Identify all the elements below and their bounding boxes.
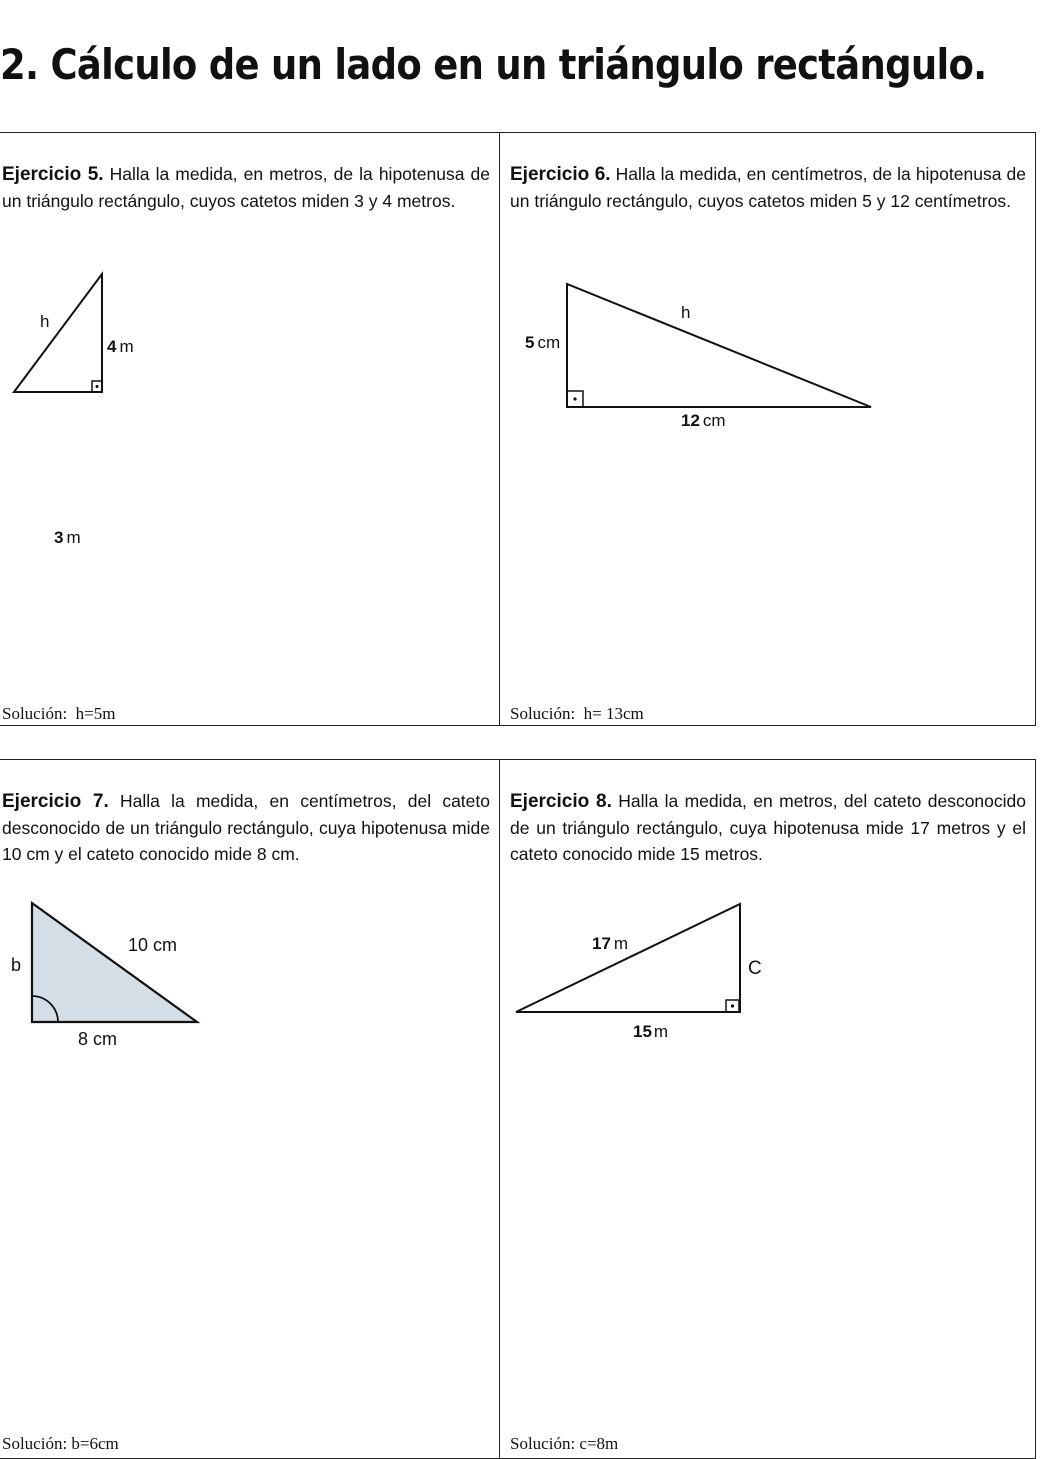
exercise-heading: Ejercicio 7. (2, 791, 109, 812)
exercise-6 (501, 133, 1036, 725)
vertical-leg-label: b (11, 955, 22, 975)
exercise-statement (2, 161, 490, 214)
base-leg-label: 3 m (54, 528, 81, 547)
triangle-figure (0, 263, 160, 547)
exercise-text: Halla la medida, en metros, del cateto desconocido de un triángulo rectángulo, cuya hipotenusa mide 17 metros y el cateto conocido mide 15 metros. (510, 791, 1026, 864)
vertical-leg-label: 4 m (107, 337, 134, 356)
column-divider (499, 760, 500, 1458)
base-leg-label: 8 cm (78, 1029, 118, 1049)
vertical-leg-label: C (748, 958, 762, 979)
exercise-8 (501, 760, 1036, 1458)
exercise-heading: Ejercicio 6. (510, 164, 611, 185)
right-angle-dot (573, 397, 576, 400)
right-triangle (14, 274, 102, 392)
solution-text: Solución: h=5m (2, 704, 116, 723)
column-divider (499, 133, 500, 725)
right-angle-dot (96, 385, 99, 388)
exercise-5 (0, 133, 499, 725)
solution-text: Solución: b=6cm (2, 1434, 119, 1453)
hypotenuse-label: 10 cm (128, 935, 178, 955)
vertical-leg-label: 5 cm (525, 333, 561, 352)
right-triangle (567, 284, 871, 407)
base-leg-label: 12 cm (681, 411, 726, 430)
right-angle-dot (731, 1004, 734, 1007)
solution-text: Solución: c=8m (510, 1434, 619, 1453)
exercise-row-top (0, 132, 1036, 726)
exercise-text: Halla la medida, en centímetros, del cateto desconocido de un triángulo rectángulo, cuya hipotenusa mide 10 cm y el cateto conocido mide 8 cm. (2, 791, 490, 864)
triangle-figure (0, 760, 260, 1060)
base-leg-label: 15 m (633, 1022, 669, 1041)
hypotenuse-label: h (681, 303, 691, 322)
page-title: 2. Cálculo de un lado en un triángulo rectángulo. (0, 40, 987, 89)
exercise-heading: Ejercicio 5. (2, 164, 104, 185)
triangle-figure (501, 760, 801, 1060)
exercise-text: Halla la medida, en centímetros, de la hipotenusa de un triángulo rectángulo, cuyos catetos miden 5 y 12 centímetros. (510, 164, 1026, 211)
right-triangle (32, 903, 197, 1022)
solution-text: Solución: h= 13cm (510, 704, 644, 723)
right-triangle (516, 904, 740, 1012)
hypotenuse-label: 17 m (592, 934, 629, 953)
exercise-row-bottom (0, 759, 1036, 1459)
exercise-7 (0, 760, 499, 1458)
exercise-heading: Ejercicio 8. (510, 791, 612, 812)
exercise-text: Halla la medida, en metros, de la hipotenusa de un triángulo rectángulo, cuyos catetos miden 3 y 4 metros. (2, 164, 490, 211)
hypotenuse-label: h (40, 312, 50, 331)
triangle-figure (501, 133, 1036, 453)
